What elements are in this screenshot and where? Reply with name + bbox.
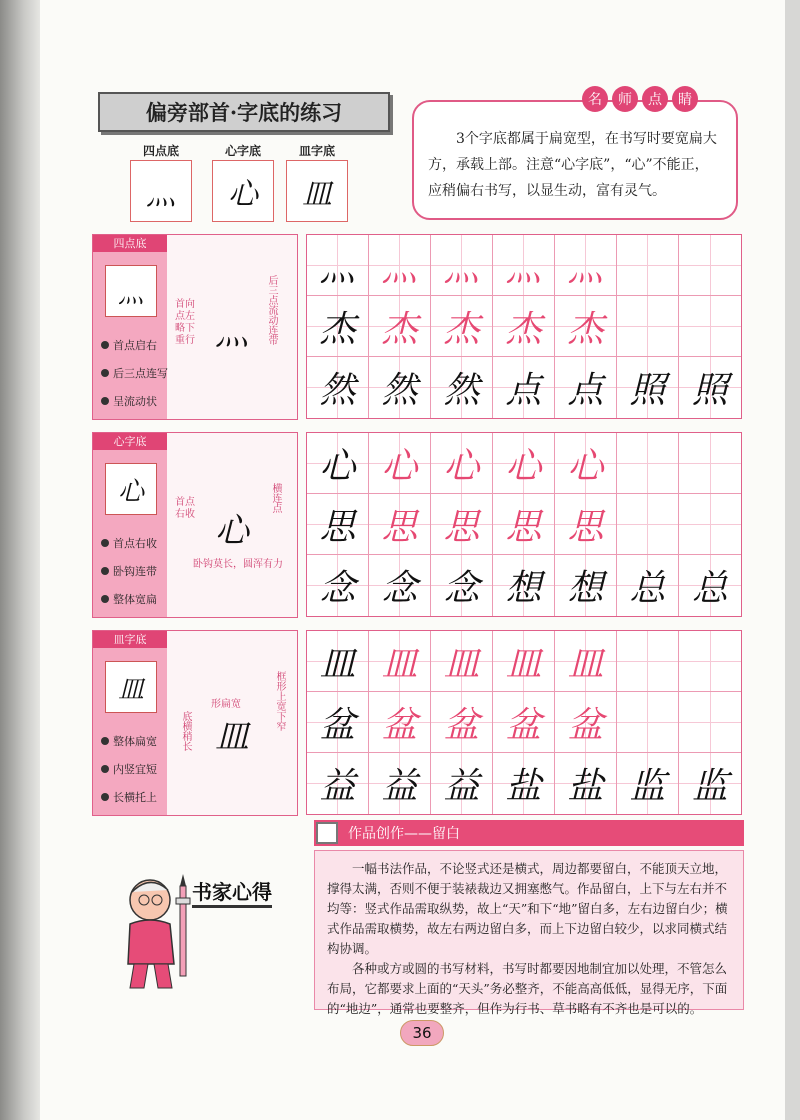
grid-cell: 然 <box>307 357 369 418</box>
stroke-note: 首点右收 <box>175 497 195 520</box>
stroke-note: 形扁宽 <box>211 699 241 710</box>
grid-cell: 盐 <box>555 753 617 814</box>
stroke-note: 框形上宽下窄 <box>274 671 285 731</box>
scholar-title: 书家心得 <box>192 876 272 908</box>
practice-grid <box>306 234 742 419</box>
grid-cell: 杰 <box>493 296 555 357</box>
grid-row <box>307 494 741 555</box>
grid-cell: 总 <box>679 555 741 616</box>
grid-cell: 念 <box>431 555 493 616</box>
grid-cell: 皿 <box>431 631 493 692</box>
grid-cell: 然 <box>369 357 431 418</box>
bullet-text: 首点右收 <box>113 537 157 550</box>
grid-cell: 杰 <box>307 296 369 357</box>
sample-label: 皿字底 <box>298 144 335 158</box>
bullet-text: 整体宽扁 <box>113 593 157 606</box>
book-binding <box>0 0 40 1120</box>
panel-glyph: 皿 <box>105 661 157 713</box>
bullet-item <box>101 529 157 557</box>
sample-glyph: 灬 <box>130 160 192 222</box>
bullet-dot-icon <box>101 341 109 349</box>
grid-cell <box>617 235 679 296</box>
grid-row <box>307 692 741 753</box>
grid-row <box>307 296 741 357</box>
grid-cell: 心 <box>493 433 555 494</box>
grid-cell: 心 <box>555 433 617 494</box>
tips-heading-char: 点 <box>642 86 668 112</box>
grid-cell: 灬 <box>369 235 431 296</box>
bullet-text: 呈流动状 <box>113 395 157 408</box>
grid-cell <box>617 494 679 555</box>
section-xin-zi-di <box>92 432 742 618</box>
bullet-dot-icon <box>101 539 109 547</box>
grid-cell: 想 <box>555 555 617 616</box>
grid-cell: 盆 <box>493 692 555 753</box>
grid-cell: 灬 <box>493 235 555 296</box>
grid-cell: 盆 <box>555 692 617 753</box>
bullet-item <box>101 783 157 811</box>
sample-si-dian-di <box>130 142 192 222</box>
panel-glyph: 心 <box>105 463 157 515</box>
grid-cell: 益 <box>307 753 369 814</box>
stroke-note: 首向点左略下重行 <box>175 299 195 346</box>
bullet-item <box>101 755 157 783</box>
bullet-dot-icon <box>101 793 109 801</box>
grid-cell: 思 <box>555 494 617 555</box>
grid-cell: 点 <box>555 357 617 418</box>
panel-glyph: 灬 <box>105 265 157 317</box>
grid-row <box>307 555 741 616</box>
practice-grid <box>306 630 742 815</box>
grid-cell: 灬 <box>307 235 369 296</box>
grid-cell: 思 <box>431 494 493 555</box>
grid-cell <box>679 494 741 555</box>
grid-cell: 点 <box>493 357 555 418</box>
panel-tag: 皿字底 <box>93 631 167 648</box>
instruction-panel <box>92 432 298 618</box>
grid-cell: 灬 <box>431 235 493 296</box>
grid-cell: 盆 <box>369 692 431 753</box>
bullet-dot-icon <box>101 369 109 377</box>
bullet-text: 长横托上 <box>113 791 157 804</box>
grid-cell: 杰 <box>369 296 431 357</box>
grid-cell <box>679 631 741 692</box>
instruction-panel <box>92 630 298 816</box>
tips-heading <box>582 86 698 112</box>
grid-cell <box>617 631 679 692</box>
grid-cell: 心 <box>307 433 369 494</box>
demo-glyph: 心 <box>215 511 249 551</box>
tips-heading-char: 睛 <box>672 86 698 112</box>
grid-cell <box>617 296 679 357</box>
bullet-dot-icon <box>101 765 109 773</box>
grid-cell: 杰 <box>555 296 617 357</box>
sample-label: 四点底 <box>142 144 179 158</box>
grid-cell: 监 <box>679 753 741 814</box>
grid-cell <box>617 433 679 494</box>
grid-row <box>307 357 741 418</box>
bullet-dot-icon <box>101 567 109 575</box>
panel-bullets <box>101 331 168 415</box>
bullet-text: 整体扁宽 <box>113 735 157 748</box>
bullet-text: 后三点连写 <box>113 367 168 380</box>
bullet-item <box>101 727 157 755</box>
grid-row <box>307 631 741 692</box>
grid-cell: 皿 <box>555 631 617 692</box>
bullet-text: 卧钩连带 <box>113 565 157 578</box>
bullet-item <box>101 331 168 359</box>
panel-bullets <box>101 529 157 613</box>
stroke-note: 卧钩莫长，圆浑有力 <box>193 559 283 570</box>
sample-min-zi-di <box>286 142 348 222</box>
bullet-item <box>101 387 168 415</box>
grid-cell: 监 <box>617 753 679 814</box>
scholar-figure-icon <box>110 868 200 998</box>
bullet-text: 内竖宜短 <box>113 763 157 776</box>
sample-glyph: 心 <box>212 160 274 222</box>
stroke-note: 横连点 <box>270 483 281 513</box>
bullet-item <box>101 557 157 585</box>
grid-cell: 盆 <box>431 692 493 753</box>
grid-cell: 盆 <box>307 692 369 753</box>
bullet-dot-icon <box>101 397 109 405</box>
demo-glyph: 灬 <box>215 313 249 353</box>
demo-glyph: 皿 <box>215 717 249 757</box>
grid-cell: 皿 <box>369 631 431 692</box>
creation-heading-bar <box>314 820 744 846</box>
practice-grid <box>306 432 742 617</box>
stroke-note: 后三点流动连带 <box>266 275 277 345</box>
grid-cell: 念 <box>369 555 431 616</box>
creation-text-box <box>314 850 744 1016</box>
bullet-item <box>101 585 157 613</box>
tips-text: 3个字底都属于扁宽型，在书写时要宽扁大方，承载上部。注意“心字底”，“心”不能正，应稍偏右书写，以显生动，富有灵气。 <box>412 100 738 220</box>
grid-cell <box>679 692 741 753</box>
section-si-dian-di <box>92 234 742 420</box>
creation-paragraph: 各种或方或圆的书写材料，书写时都要因地制宜加以处理，不管怎么布局，它都要求上面的“天头”务必整齐，不能高高低低，显得无序，下面的“地边”，通常也要整齐，但作为行书、草书略有不齐也是可以的。 <box>327 961 728 1016</box>
sample-glyph: 皿 <box>286 160 348 222</box>
grid-cell <box>679 235 741 296</box>
page-number: 36 <box>400 1020 444 1046</box>
grid-cell <box>679 433 741 494</box>
tips-heading-char: 师 <box>612 86 638 112</box>
grid-cell: 益 <box>431 753 493 814</box>
instruction-panel <box>92 234 298 420</box>
sample-xin-zi-di <box>212 142 274 222</box>
grid-cell: 益 <box>369 753 431 814</box>
grid-row <box>307 753 741 814</box>
bullet-dot-icon <box>101 595 109 603</box>
grid-cell: 念 <box>307 555 369 616</box>
grid-cell: 想 <box>493 555 555 616</box>
creation-paragraph: 一幅书法作品，不论竖式还是横式，周边都要留白，不能顶天立地，撑得太满，否则不便于装裱裁边又拥塞憋气。作品留白，上下与左右并不均等：竖式作品需取纵势，故上“天”和下“地”留白多，左右边留白少；横式作品需取横势，故左右两边留白多，而上下边留白较少，以求同横式结构协调。 <box>327 861 728 956</box>
grid-cell: 杰 <box>431 296 493 357</box>
grid-cell <box>617 692 679 753</box>
square-icon <box>316 822 338 844</box>
grid-row <box>307 433 741 494</box>
grid-cell: 盐 <box>493 753 555 814</box>
grid-cell <box>679 296 741 357</box>
grid-cell: 思 <box>493 494 555 555</box>
page-title: 偏旁部首·字底的练习 <box>98 92 390 132</box>
grid-cell: 心 <box>431 433 493 494</box>
bullet-dot-icon <box>101 737 109 745</box>
grid-cell: 皿 <box>307 631 369 692</box>
panel-tag: 心字底 <box>93 433 167 450</box>
grid-cell: 思 <box>307 494 369 555</box>
panel-bullets <box>101 727 157 811</box>
stroke-note: 底横稍长 <box>180 711 191 751</box>
grid-cell: 然 <box>431 357 493 418</box>
section-min-zi-di <box>92 630 742 816</box>
tips-heading-char: 名 <box>582 86 608 112</box>
grid-row <box>307 235 741 296</box>
grid-cell: 皿 <box>493 631 555 692</box>
grid-cell: 照 <box>679 357 741 418</box>
grid-cell: 照 <box>617 357 679 418</box>
panel-tag: 四点底 <box>93 235 167 252</box>
grid-cell: 总 <box>617 555 679 616</box>
sample-label: 心字底 <box>224 144 261 158</box>
bullet-item <box>101 359 168 387</box>
grid-cell: 灬 <box>555 235 617 296</box>
creation-heading: 作品创作——留白 <box>348 826 460 842</box>
bullet-text: 首点启右 <box>113 339 157 352</box>
grid-cell: 思 <box>369 494 431 555</box>
grid-cell: 心 <box>369 433 431 494</box>
